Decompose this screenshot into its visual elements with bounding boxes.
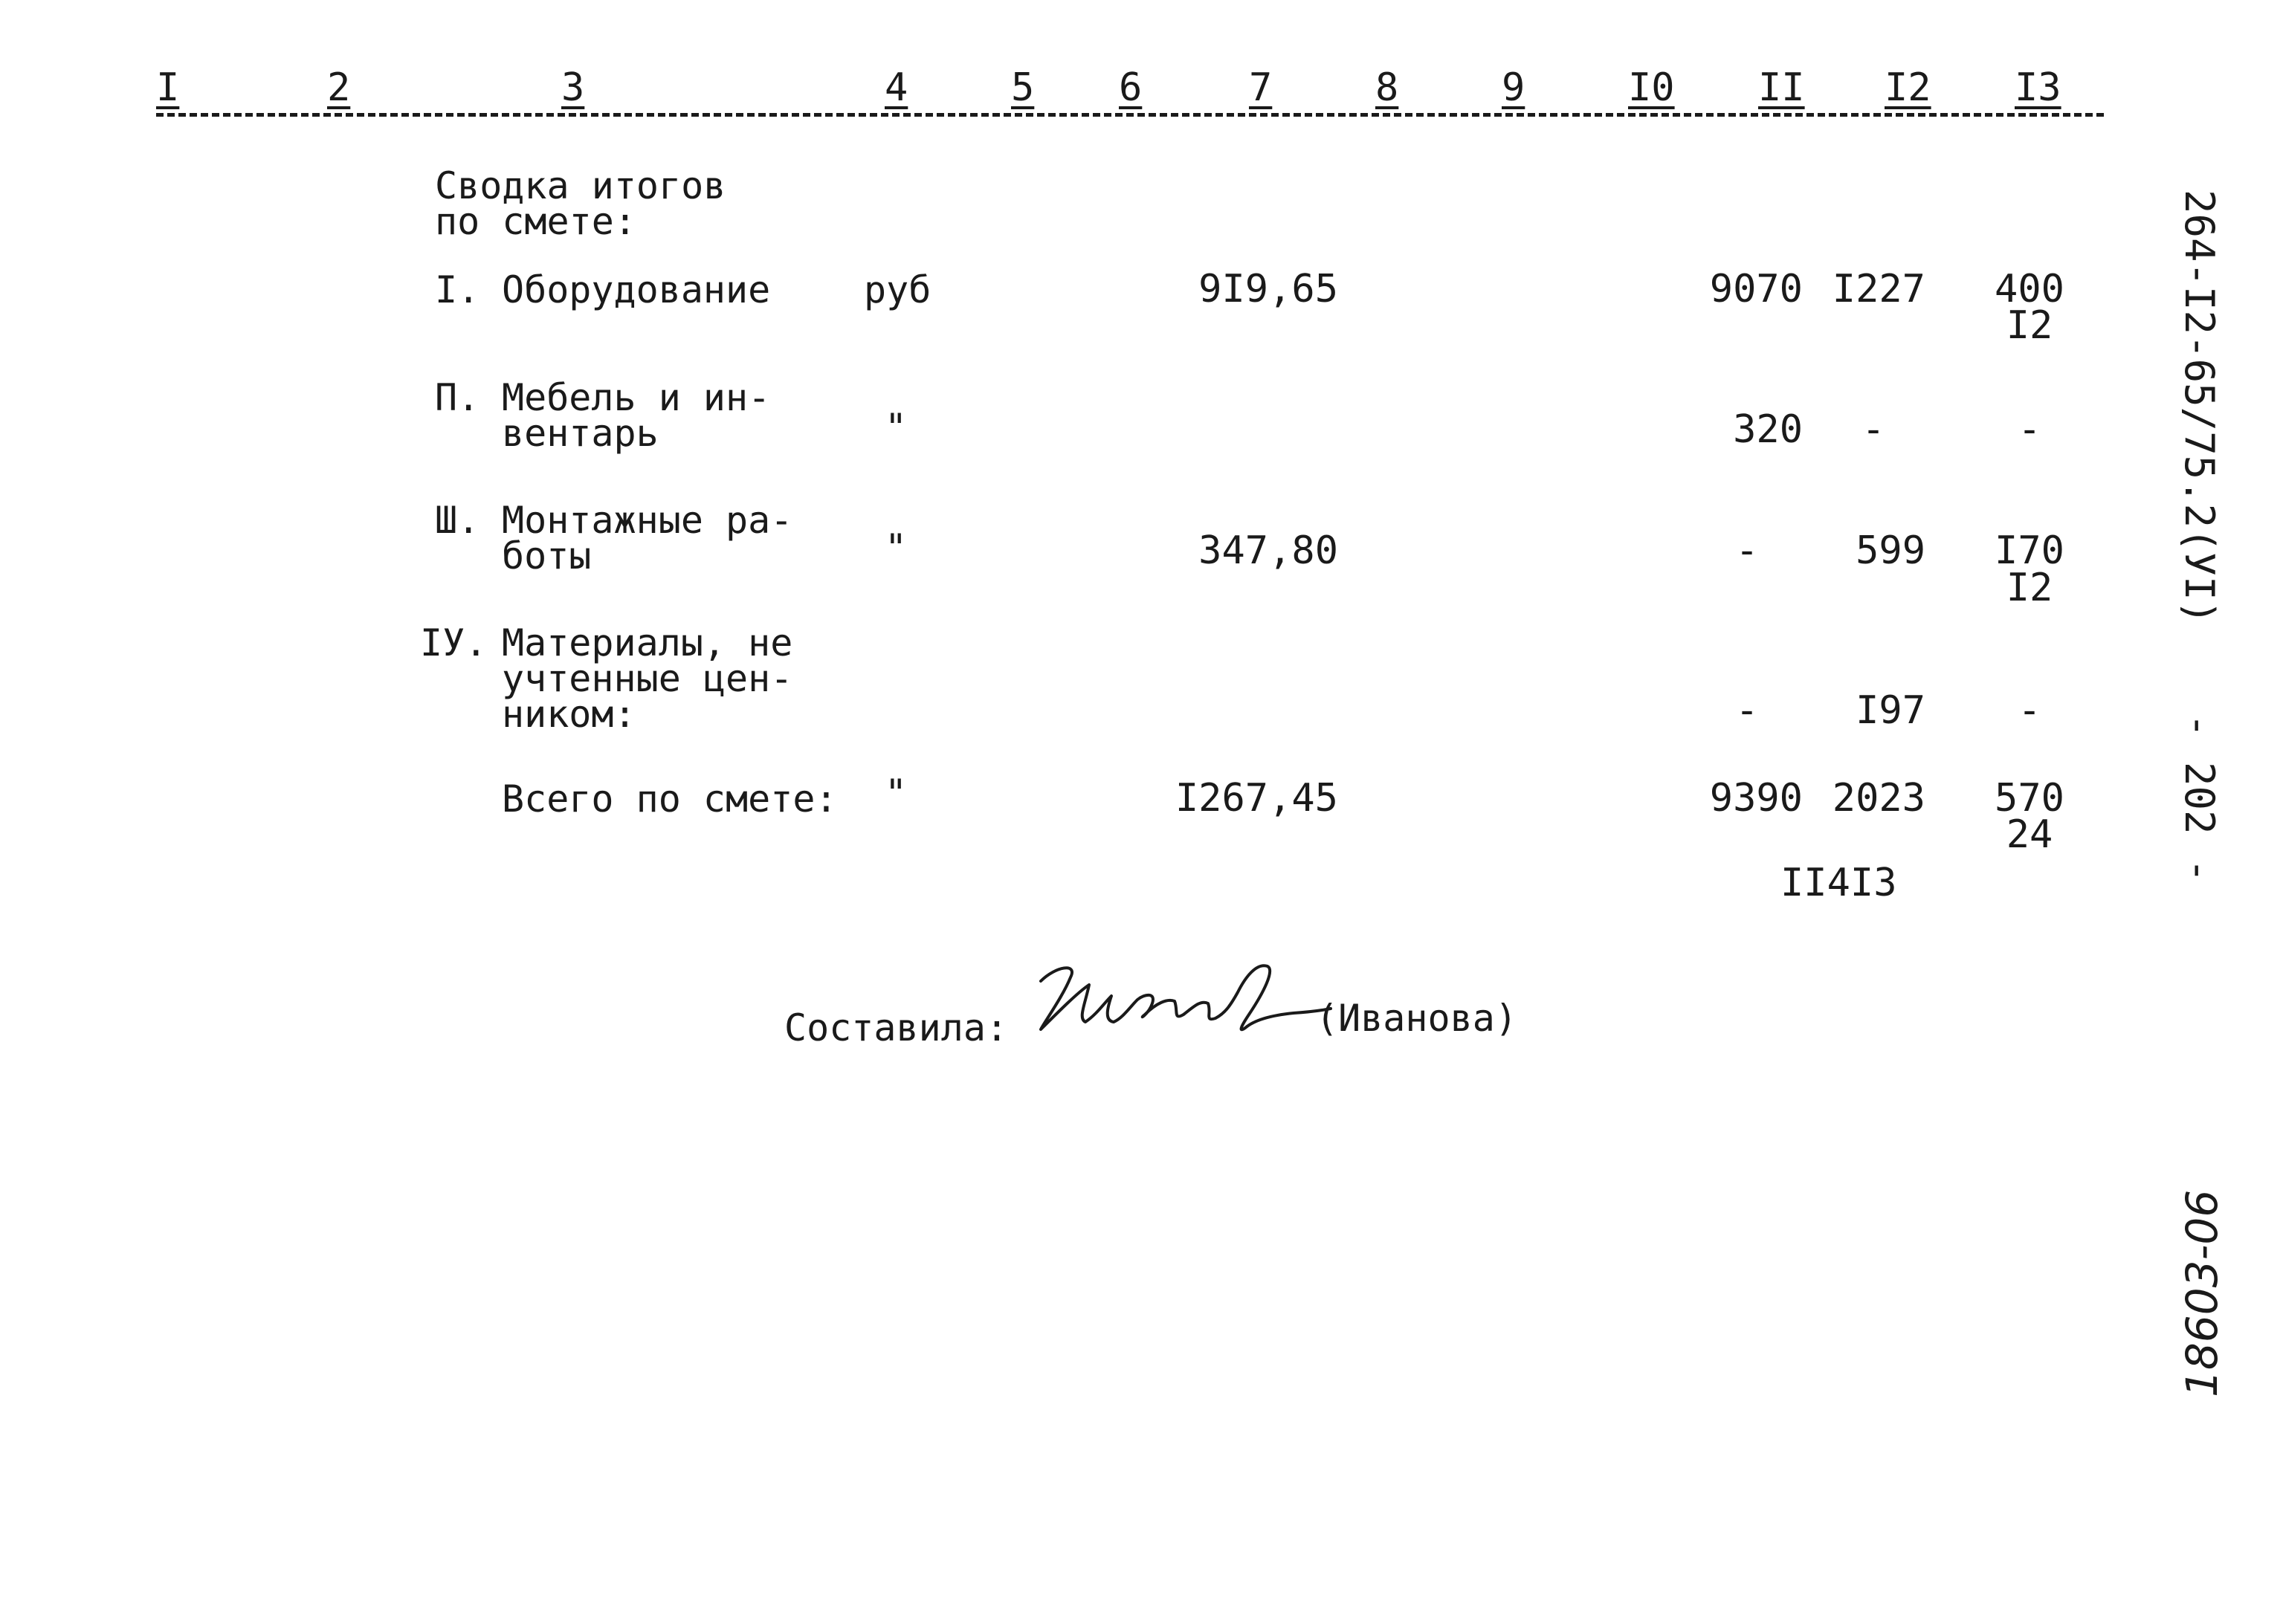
column-number: 7 bbox=[1249, 65, 1273, 110]
column-number: 6 bbox=[1119, 65, 1143, 110]
row-unit-ditto: " bbox=[885, 526, 908, 569]
total-col12-value: 2023 bbox=[1832, 776, 1925, 821]
archive-number: 18603-06 bbox=[2177, 1189, 2227, 1397]
column-number: I2 bbox=[1885, 65, 1931, 110]
page-number: - 202 - bbox=[2176, 714, 2223, 883]
row-name-line: Материалы, не bbox=[502, 621, 793, 664]
column-number: 2 bbox=[327, 65, 351, 110]
row-col11-value: - bbox=[1735, 528, 1759, 573]
row-unit: руб bbox=[864, 268, 931, 311]
row-unit-ditto: " bbox=[885, 406, 908, 449]
signature-label: Составила: bbox=[784, 1006, 1009, 1049]
column-number: I bbox=[156, 65, 180, 110]
row-col12-value: - bbox=[1861, 407, 1885, 452]
total-col7-value: I267,45 bbox=[1175, 776, 1338, 821]
header-dashed-rule bbox=[156, 113, 2104, 117]
row-name-line: Мебель и ин- bbox=[502, 376, 771, 419]
row-name-line: вентарь bbox=[502, 412, 659, 455]
row-col11-value: 320 bbox=[1733, 407, 1803, 452]
total-unit-ditto: " bbox=[885, 771, 908, 815]
row-number: П. bbox=[435, 376, 480, 419]
column-number: 8 bbox=[1375, 65, 1399, 110]
row-col12-value: 599 bbox=[1856, 528, 1925, 573]
column-number: I0 bbox=[1628, 65, 1675, 110]
row-number: I. bbox=[435, 268, 480, 311]
summary-title-line: Сводка итогов bbox=[435, 164, 726, 207]
row-col13-value: - bbox=[2018, 407, 2041, 452]
column-number: II bbox=[1758, 65, 1805, 110]
row-name-line: Оборудование bbox=[502, 268, 771, 311]
column-number: 4 bbox=[885, 65, 908, 110]
row-col13-value: - bbox=[2018, 688, 2041, 733]
row-col11-value: - bbox=[1735, 688, 1759, 733]
summary-title-line: по смете: bbox=[435, 200, 636, 243]
row-name-line: ником: bbox=[502, 693, 636, 736]
handwritten-signature bbox=[1026, 940, 1338, 1052]
row-name-line: Монтажные ра- bbox=[502, 499, 793, 542]
column-number: 5 bbox=[1011, 65, 1035, 110]
row-name-line: учтенные цен- bbox=[502, 657, 793, 700]
total-col13-subvalue: 24 bbox=[2006, 812, 2053, 857]
total-col13-value: 570 bbox=[1995, 776, 2064, 821]
row-number: Ш. bbox=[435, 499, 480, 542]
row-col7-value: 347,80 bbox=[1198, 528, 1338, 573]
column-number: 3 bbox=[561, 65, 585, 110]
signatory-name: (Иванова) bbox=[1316, 997, 1517, 1040]
row-col13-subvalue: I2 bbox=[2006, 566, 2053, 610]
row-col12-value: I227 bbox=[1832, 267, 1925, 311]
column-number: I3 bbox=[2015, 65, 2061, 110]
row-col13-value: 400 bbox=[1995, 267, 2064, 311]
row-col7-value: 9I9,65 bbox=[1198, 267, 1338, 311]
document-code: 264-I2-65/75.2(УI) bbox=[2176, 190, 2223, 625]
row-name-line: боты bbox=[502, 534, 592, 578]
total-label: Всего по смете: bbox=[502, 777, 838, 821]
column-number: 9 bbox=[1502, 65, 1525, 110]
row-col13-value: I70 bbox=[1995, 528, 2064, 573]
row-col13-subvalue: I2 bbox=[2006, 303, 2053, 348]
row-col11-value: 9070 bbox=[1709, 267, 1803, 311]
total-col11-value: 9390 bbox=[1709, 776, 1803, 821]
row-number: IУ. bbox=[420, 621, 488, 664]
row-col12-value: I97 bbox=[1856, 688, 1925, 733]
grand-total: II4I3 bbox=[1780, 861, 1897, 905]
